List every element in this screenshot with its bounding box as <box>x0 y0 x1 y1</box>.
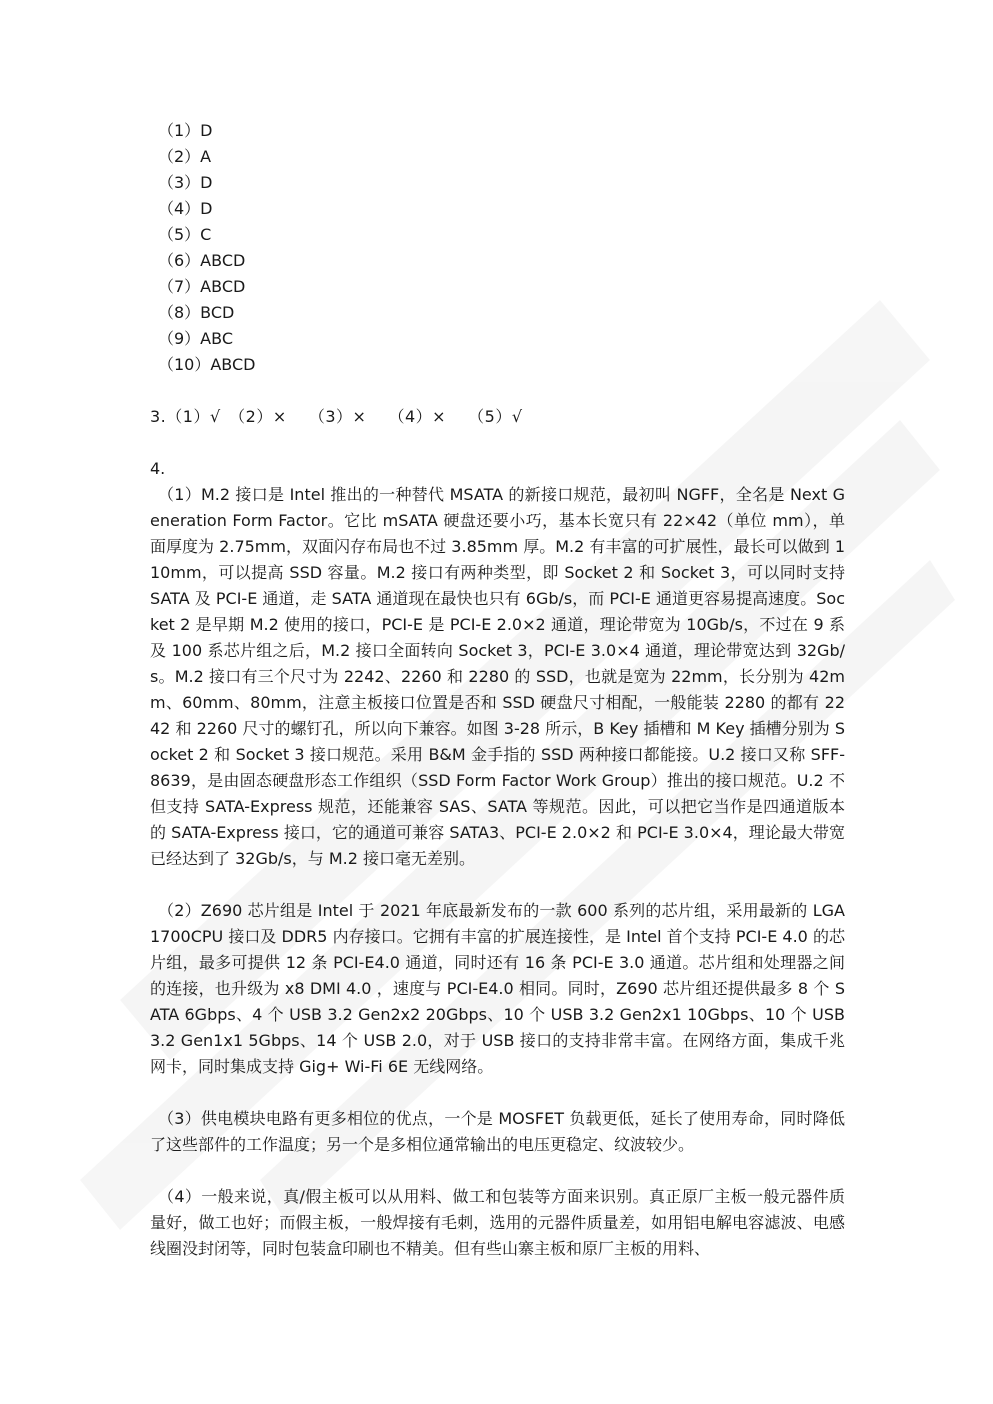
answer-item: （8）BCD <box>158 303 235 322</box>
true-false-answers: 3.（1）√ （2）× （3）× （4）× （5）√ <box>150 407 523 426</box>
answer-paragraph-3: （3）供电模块电路有更多相位的优点，一个是 MOSFET 负载更低，延长了使用寿命，同时降低了这些部件的工作温度；另一个是多相位通常输出的电压更稳定、纹波较少。 <box>150 1109 845 1154</box>
answer-item: （2）A <box>158 147 212 166</box>
answer-page <box>150 118 845 1262</box>
question-4-number: 4. <box>150 459 166 478</box>
answer-paragraph-2: （2）Z690 芯片组是 Intel 于 2021 年底最新发布的一款 600 系列的芯片组，采用最新的 LGA1700CPU 接口及 DDR5 内存接口。它拥有丰富的扩展连接性，是 Intel 首个支持 PCI-E 4.0 的芯片组，最多可提供 12 条 PCI-E4.0 通道，同时还有 16 条 PCI-E 3.0 通道。芯片组和处理器之间的连接，也升级为 x8 DMI 4.0 ，速度与 PCI-E4.0 相同。同时，Z690 芯片组还提供最多 8 个 SATA 6Gbps、4 个 USB 3.2 Gen2x2 20Gbps、10 个 USB 3.2 Gen2x1 10Gbps、10 个 USB 3.2 Gen1x1 5Gbps、14 个 USB 2.0，对于 USB 接口的支持非常丰富。在网络方面，集成千兆网卡，同时集成支持 Gig+ Wi-Fi 6E 无线网络。 <box>150 901 845 1076</box>
answer-paragraph-4: （4）一般来说，真/假主板可以从用料、做工和包装等方面来识别。真正原厂主板一般元器件质量好，做工也好；而假主板，一般焊接有毛刺，选用的元器件质量差，如用铝电解电容滤波、电感线圈没封闭等，同时包装盒印刷也不精美。但有些山寨主板和原厂主板的用料、 <box>150 1187 845 1258</box>
answer-item: （9）ABC <box>158 329 233 348</box>
choice-answer-list <box>150 118 845 378</box>
answer-item: （10）ABCD <box>158 355 256 374</box>
answer-item: （6）ABCD <box>158 251 246 270</box>
short-answer-section <box>150 482 845 1262</box>
answer-item: （3）D <box>158 173 213 192</box>
answer-item: （7）ABCD <box>158 277 246 296</box>
answer-item: （4）D <box>158 199 213 218</box>
answer-item: （1）D <box>158 121 213 140</box>
answer-item: （5）C <box>158 225 212 244</box>
answer-paragraph-1: （1）M.2 接口是 Intel 推出的一种替代 MSATA 的新接口规范，最初叫 NGFF，全名是 Next Generation Form Factor。它比 mSATA 硬盘还要小巧，基本长宽只有 22×42（单位 mm），单面厚度为 2.75mm，双面闪存布局也不过 3.85mm 厚。M.2 有丰富的可扩展性，最长可以做到 110mm，可以提高 SSD 容量。M.2 接口有两种类型，即 Socket 2 和 Socket 3，可以同时支持 SATA 及 PCI-E 通道，走 SATA 通道现在最快也只有 6Gb/s，而 PCI-E 通道更容易提高速度。Socket 2 是早期 M.2 使用的接口，PCI-E 是 PCI-E 2.0×2 通道，理论带宽为 10Gb/s，不过在 9 系及 100 系芯片组之后，M.2 接口全面转向 Socket 3，PCI-E 3.0×4 通道，理论带宽达到 32Gb/s。M.2 接口有三个尺寸为 2242、2260 和 2280 的 SSD，也就是宽为 22mm，长分别为 42mm、60mm、80mm，注意主板接口位置是否和 SSD 硬盘尺寸相配，一般能装 2280 的都有 2242 和 2260 尺寸的螺钉孔，所以向下兼容。如图 3-28 所示，B Key 插槽和 M Key 插槽分别为 Socket 2 和 Socket 3 接口规范。采用 B&M 金手指的 SSD 两种接口都能接。U.2 接口又称 SFF-8639，是由固态硬盘形态工作组织（SSD Form Factor Work Group）推出的接口规范。U.2 不但支持 SATA-Express 规范，还能兼容 SAS、SATA 等规范。因此，可以把它当作是四通道版本的 SATA-Express 接口，它的通道可兼容 SATA3、PCI-E 2.0×2 和 PCI-E 3.0×4，理论最大带宽已经达到了 32Gb/s，与 M.2 接口毫无差别。 <box>150 485 845 868</box>
